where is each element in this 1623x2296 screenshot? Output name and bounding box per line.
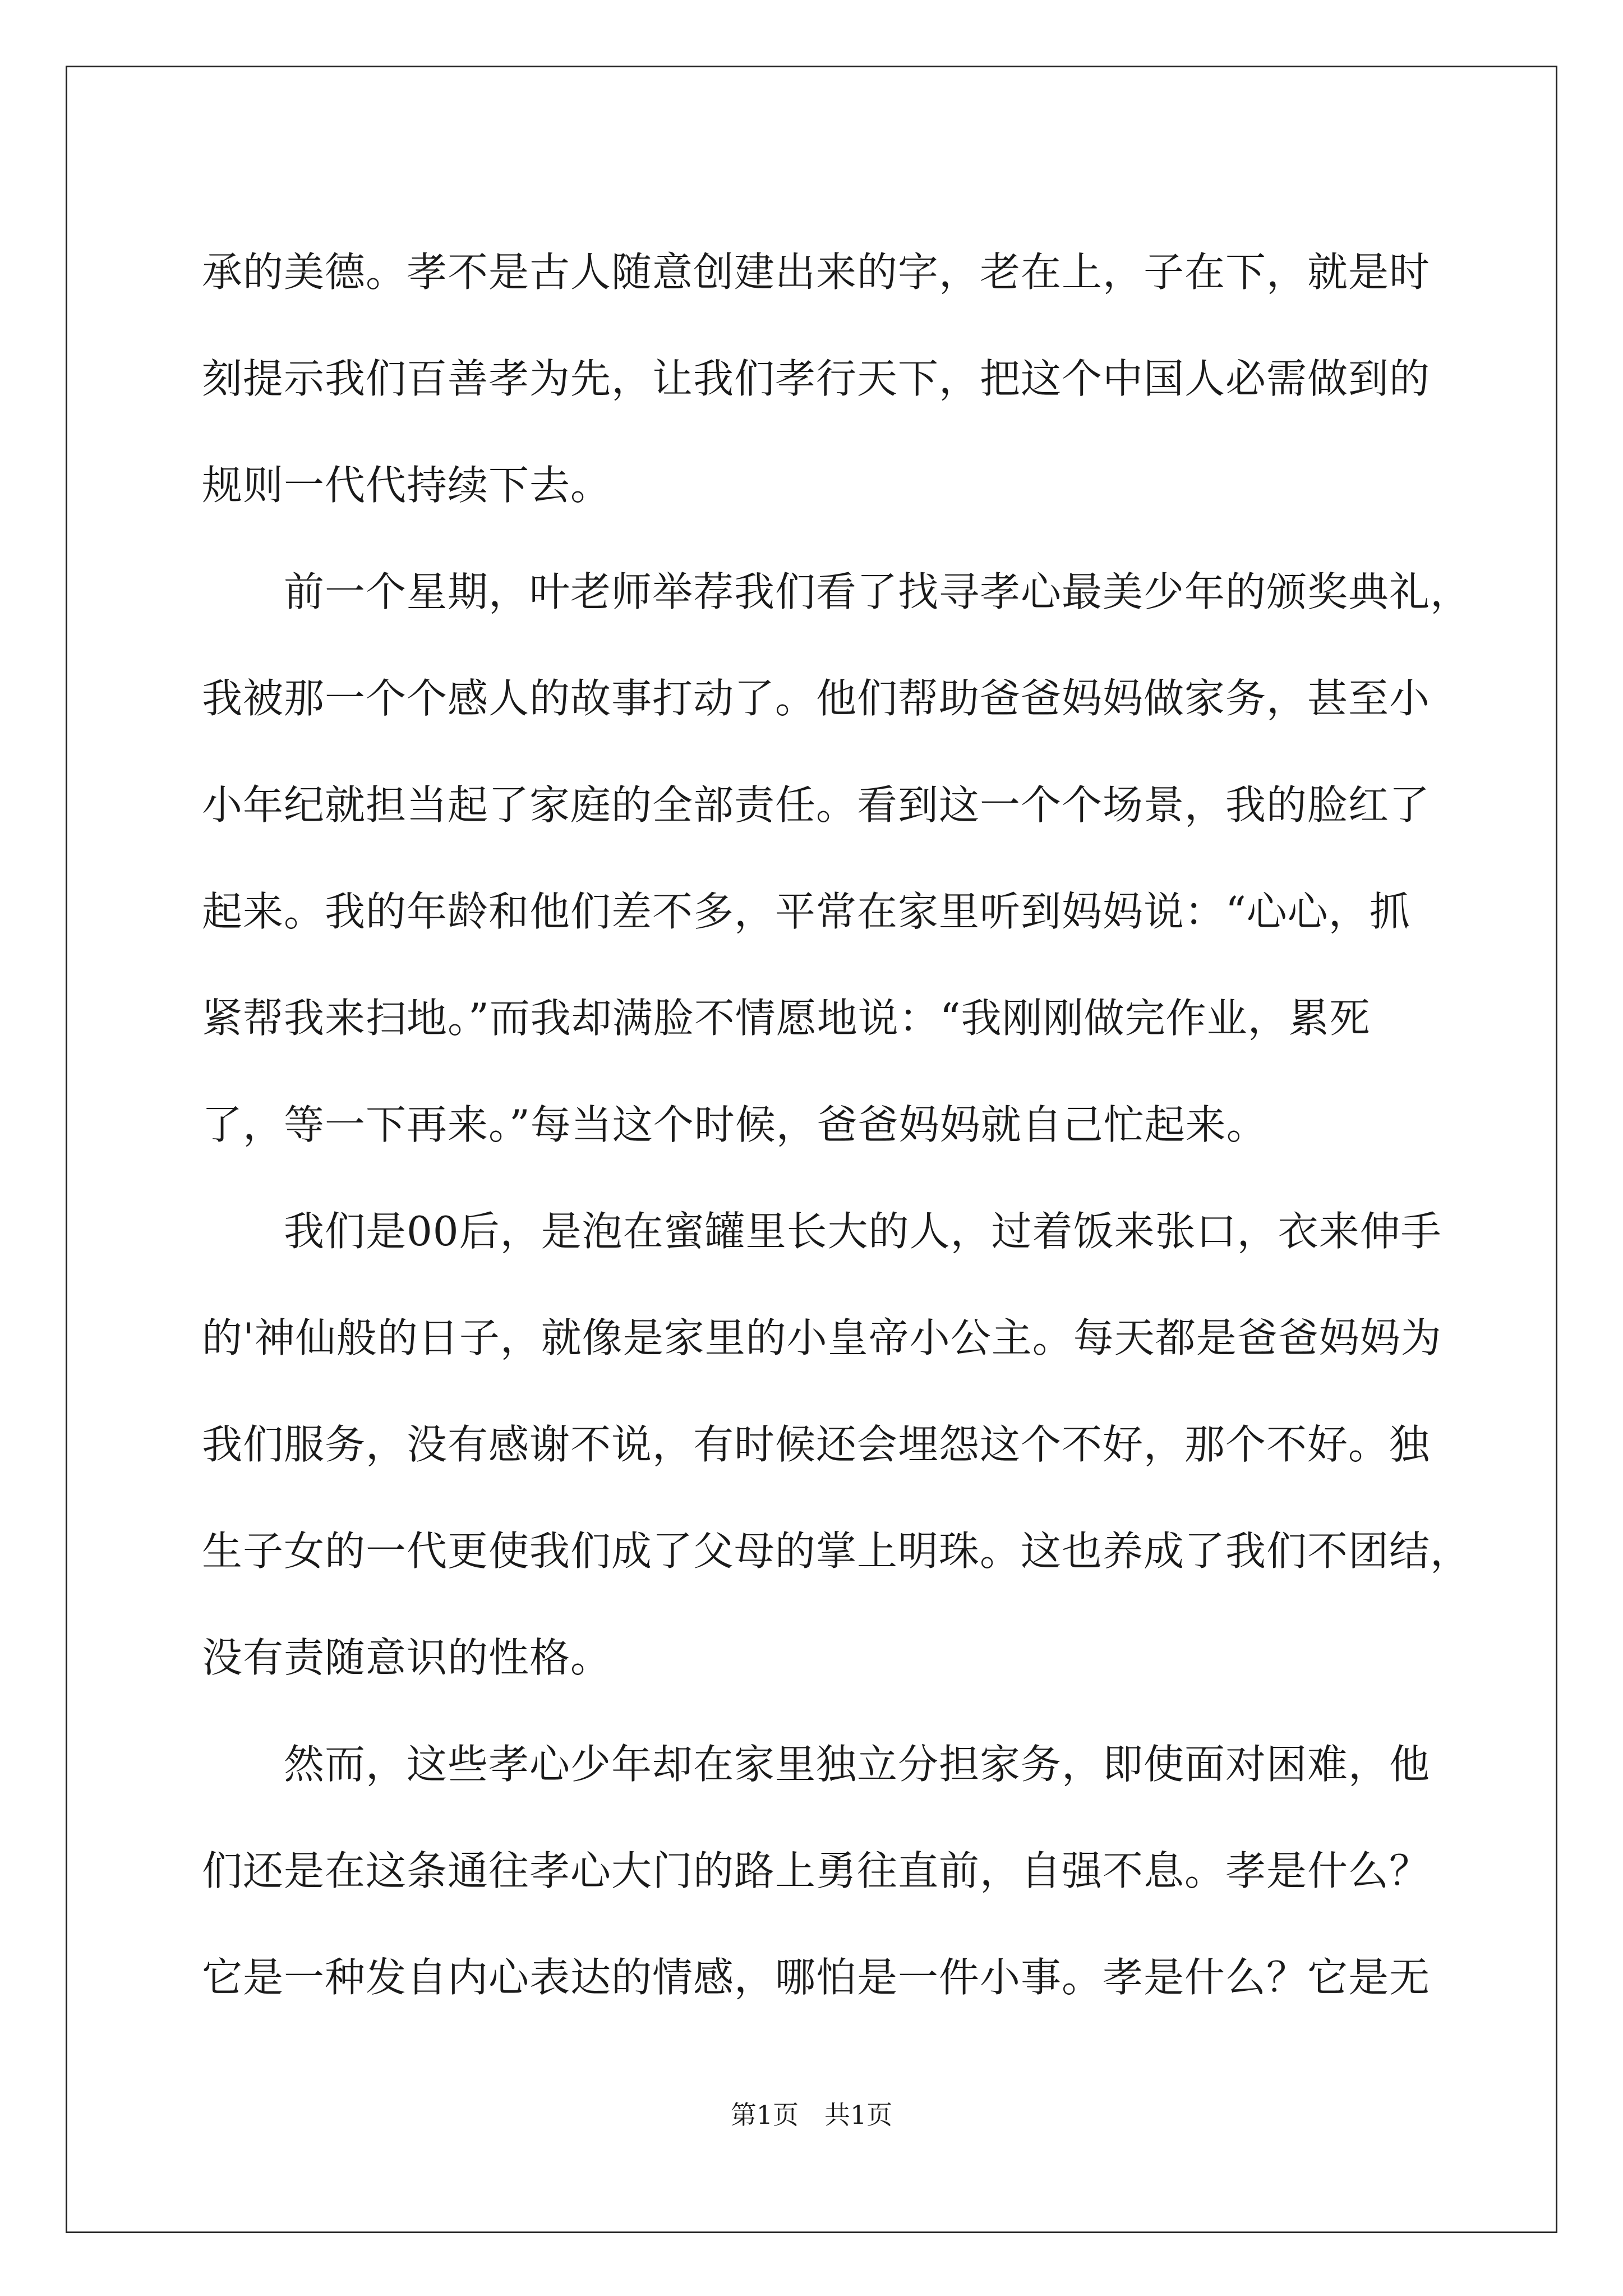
text-line: 规则一代代持续下去。 xyxy=(202,462,612,509)
text-line: 然而，这些孝心少年却在家里独立分担家务，即使面对困难，他 xyxy=(202,1741,1431,1788)
text-line: 小年纪就担当起了家庭的全部责任。看到这一个个场景，我的脸红了 xyxy=(202,781,1431,829)
text-line: 生子女的一代更使我们成了父母的掌上明珠。这也养成了我们不团结， xyxy=(202,1527,1472,1575)
page-footer xyxy=(0,2098,1623,2132)
text-line: 没有责随意识的性格。 xyxy=(202,1634,612,1681)
document-body xyxy=(202,219,1472,2031)
text-line: 紧帮我来扫地。”而我却满脸不情愿地说：“我刚刚做完作业，累死 xyxy=(202,995,1371,1042)
text-line: 前一个星期，叶老师举荐我们看了找寻孝心最美少年的颁奖典礼， xyxy=(202,568,1472,615)
text-line: 起来。我的年龄和他们差不多，平常在家里听到妈妈说：“心心，抓 xyxy=(202,888,1410,935)
text-line: 它是一种发自内心表达的情感，哪怕是一件小事。孝是什么？它是无 xyxy=(202,1954,1431,2001)
page-number-label: 第1页 共1页 xyxy=(730,2100,893,2130)
text-line: 我们是00后，是泡在蜜罐里长大的人，过着饭来张口，衣来伸手 xyxy=(202,1208,1442,1255)
text-line: 们还是在这条通往孝心大门的路上勇往直前，自强不息。孝是什么？ xyxy=(202,1847,1431,1894)
text-line: 了，等一下再来。”每当这个时候，爸爸妈妈就自己忙起来。 xyxy=(202,1101,1267,1148)
text-line: 我们服务，没有感谢不说，有时候还会埋怨这个不好，那个不好。独 xyxy=(202,1421,1431,1468)
text-line: 我被那一个个感人的故事打动了。他们帮助爸爸妈妈做家务，甚至小 xyxy=(202,675,1431,722)
text-line: 承的美德。孝不是古人随意创建出来的字，老在上，子在下，就是时 xyxy=(202,249,1431,296)
text-line: 的'神仙般的日子，就像是家里的小皇帝小公主。每天都是爸爸妈妈为 xyxy=(202,1314,1442,1361)
text-line: 刻提示我们百善孝为先，让我们孝行天下，把这个中国人必需做到的 xyxy=(202,355,1431,402)
